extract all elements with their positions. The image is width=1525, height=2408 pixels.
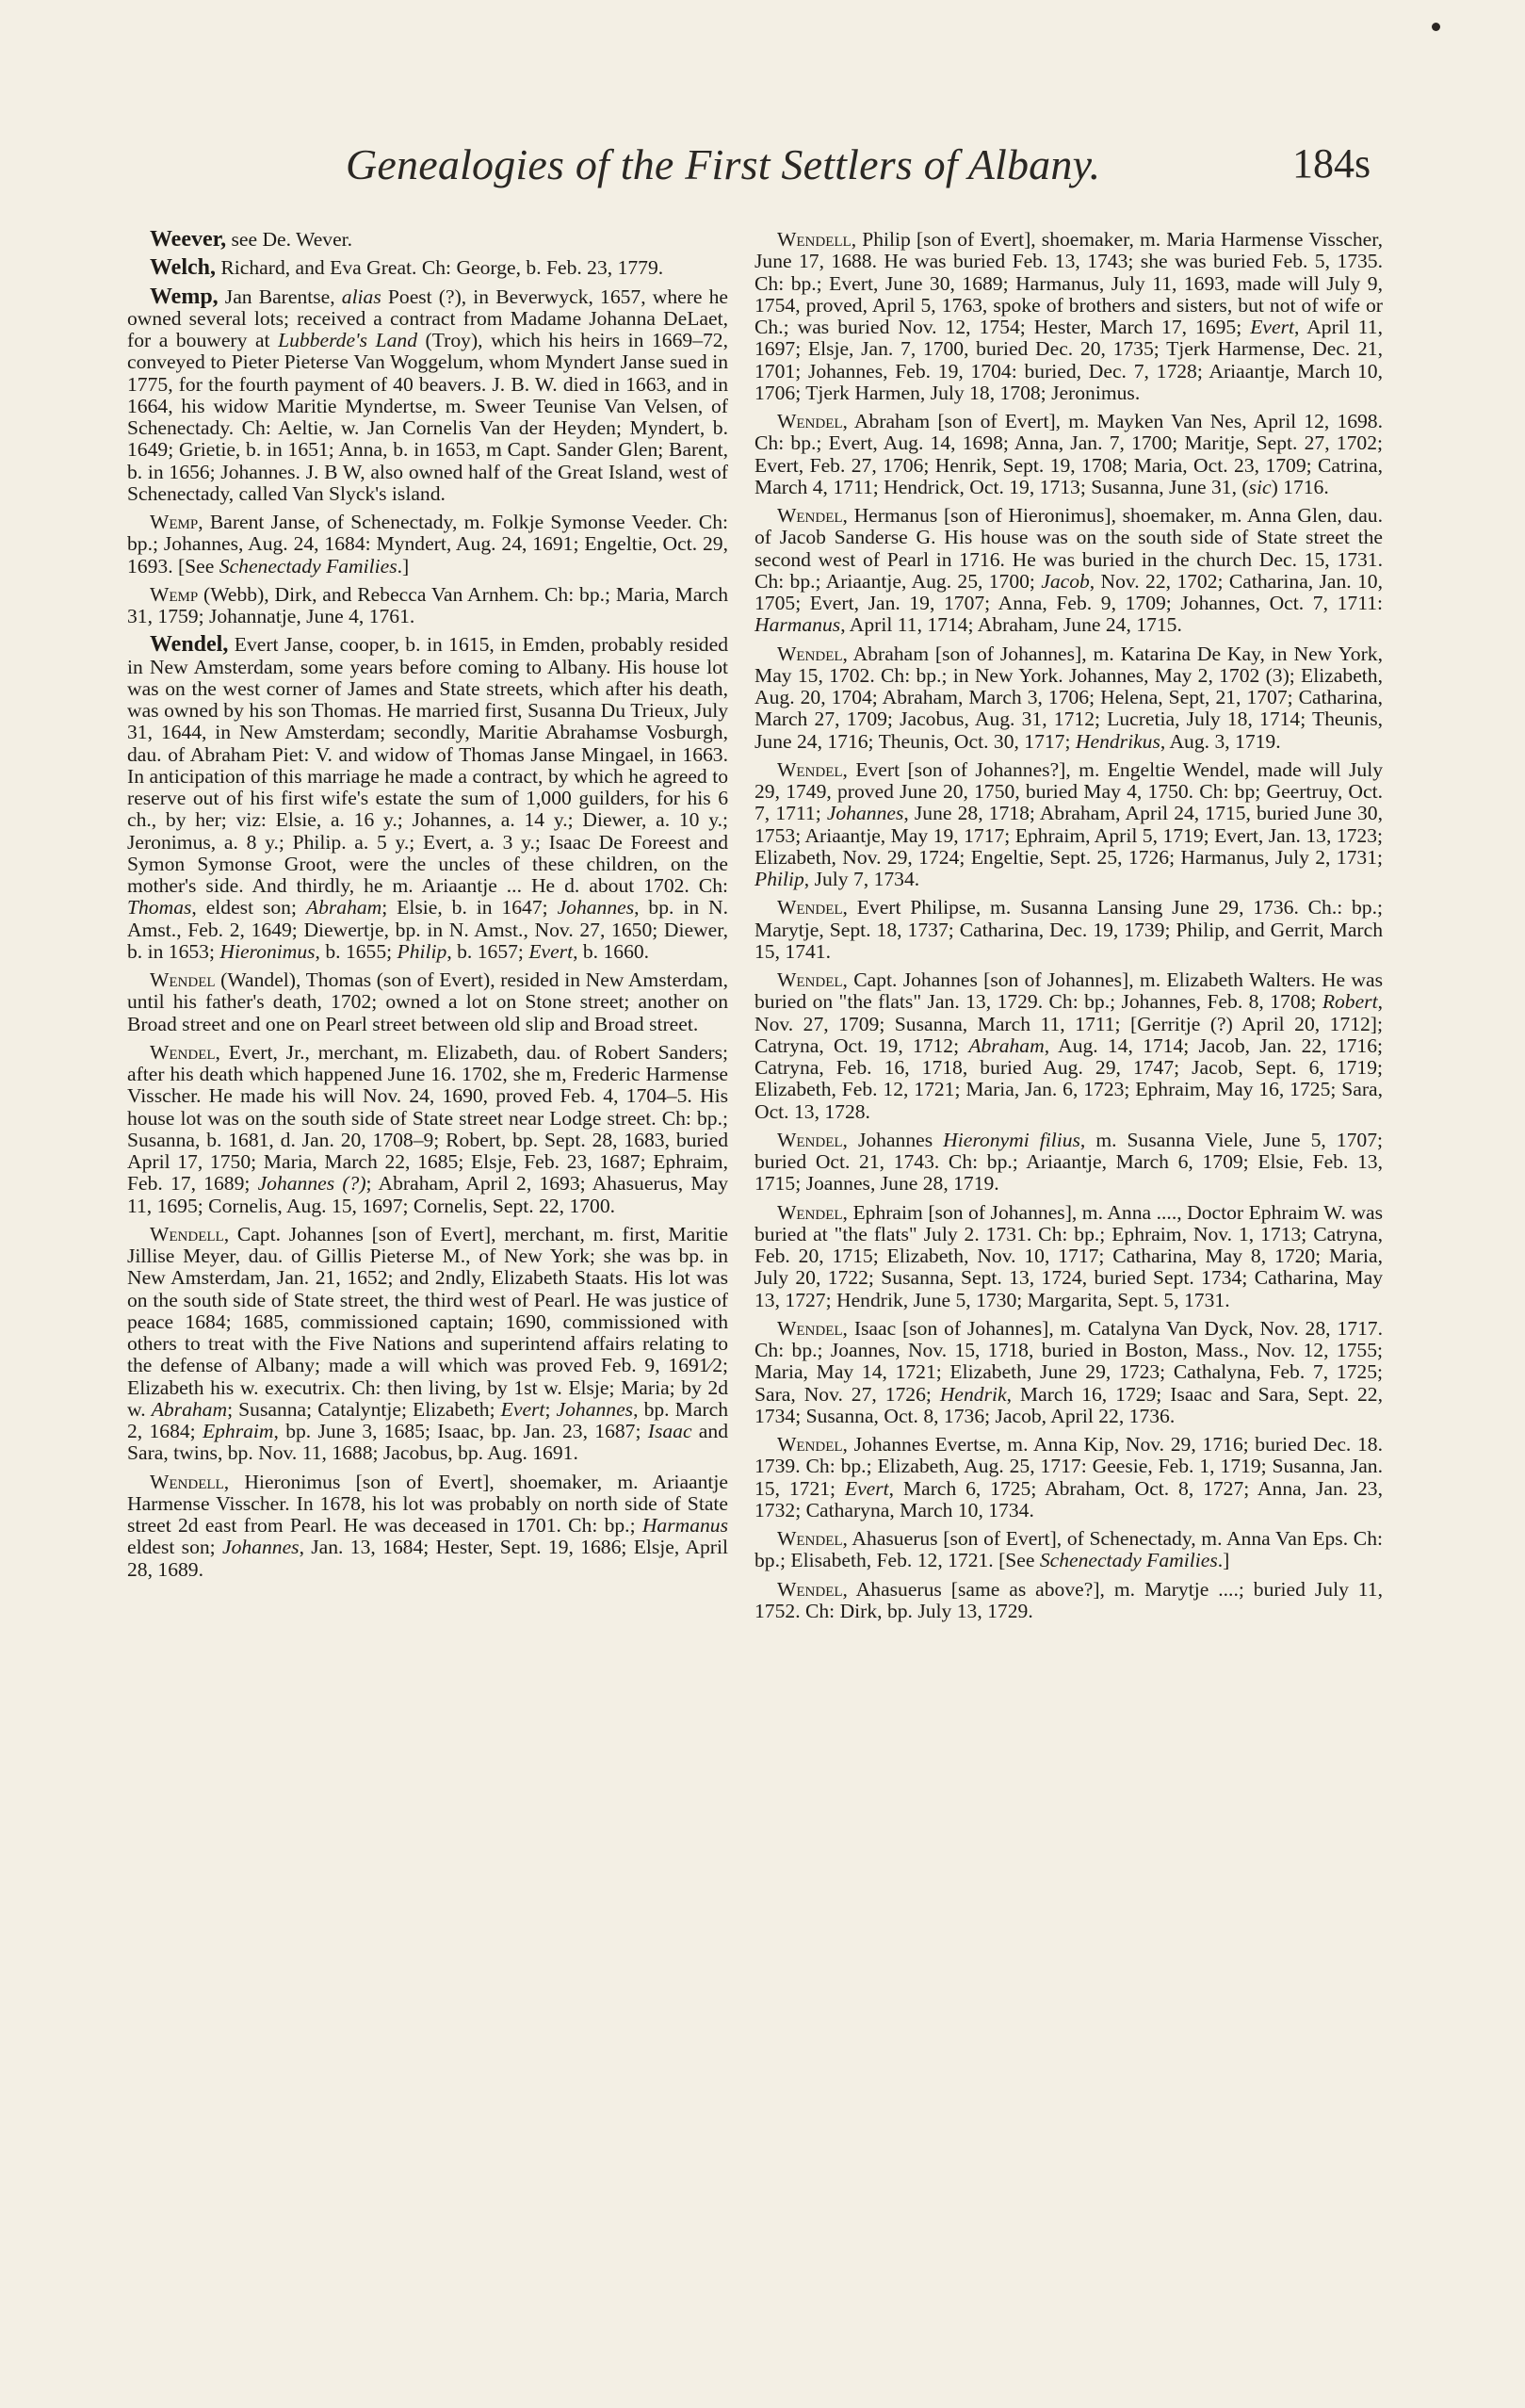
entry-text: Jan Barentse, alias Poest (?), in Beverwyck, 1657, where he owned several lots; received a contract from Madame Johanna DeLaet, for a bouwery at Lubberde's Land (Troy), which his heirs in 1669–72, conveyed to Pieter Pieterse Van Woggelum, whom Myndert Janse sued in 1775, for the fourth payment of 40 beavers. J. B. W. died in 1663, and in 1664, his widow Maritie Myndertse, m. Sweer Teunise Van Velsen, of Schenectady. Ch: Aeltie, w. Jan Cornelis Van der Heyden; Myndert, b. 1649; Grietie, b. in 1651; Anna, b. in 1653, m Capt. Sander Glen; Barent, b. in 1656; Johannes. J. B W, also owned half of the Great Island, west of Schenectady, called Van Slyck's island.	[127, 285, 728, 505]
genealogy-entry	[754, 1434, 1383, 1521]
genealogy-entry	[127, 257, 728, 279]
entry-text: Barent Janse, of Schenectady, m. Folkje Symonse Veeder. Ch: bp.; Johannes, Aug. 24, 1684: Myndert, Aug. 24, 1691; Engeltie, Oct. 29, 1693. [See Schenectady Families.]	[127, 511, 728, 578]
entry-text: Hermanus [son of Hieronimus], shoemaker, m. Anna Glen, dau. of Jacob Sanderse G. His house was on the south side of State street the second west of Pearl in 1716. He was buried in the church Dec. 15, 1731. Ch: bp.; Ariaantje, Aug. 25, 1700; Jacob, Nov. 22, 1702; Catharina, Jan. 10, 1705; Evert, Jan. 19, 1707; Anna, Feb. 9, 1709; Johannes, Oct. 7, 1711: Harmanus, April 11, 1714; Abraham, June 24, 1715.	[754, 504, 1383, 637]
entry-text: see De. Wever.	[226, 228, 353, 251]
entry-text: Evert Janse, cooper, b. in 1615, in Emden, probably resided in New Amsterdam, some years before coming to Albany. His house lot was on the west corner of James and State streets, which after his death, was owned by his son Thomas. He married first, Susanna Du Trieux, July 31, 1644, in New Amsterdam; secondly, Maritie Abrahamse Vosburgh, dau. of Abraham Piet: V. and widow of Thomas Janse Mingael, in 1663. In anticipation of this marriage he made a contract, by which he agreed to reserve out of his first wife's estate the sum of 1,000 guilders, for his 6 ch., by her; viz: Elsie, a. 16 y.; Johannes, a. 14 y.; Diewer, a. 10 y.; Jeronimus, a. 8 y.; Philip. a. 5 y.; Evert, a. 3 y.; Isaac De Foreest and Symon Symonse Groot, were the uncles of these children, on the mother's side. And thirdly, he m. Ariaantje ... He d. about 1702. Ch: Thomas, eldest son; Abraham; Elsie, b. in 1647; Johannes, bp. in N. Amst., Feb. 2, 1649; Diewertje, bp. in N. Amst., Nov. 27, 1650; Diewer, b. in 1653; Hieronimus, b. 1655; Philip, b. 1657; Evert, b. 1660.	[127, 633, 729, 963]
genealogy-entry	[754, 1130, 1383, 1196]
entry-surname: Wendel,	[777, 504, 848, 527]
page-number: 184s	[1292, 140, 1371, 187]
entry-text: Hieronimus [son of Evert], shoemaker, m. Ariaantje Harmense Visscher. In 1678, his lot was probably on north side of State street 2d east from Pearl. He was deceased in 1701. Ch: bp.; Harmanus eldest son; Johannes, Jan. 13, 1684; Hester, Sept. 19, 1686; Elsje, April 28, 1689.	[127, 1470, 728, 1581]
entry-text: Evert, Jr., merchant, m. Elizabeth, dau. of Robert Sanders; after his death which happened June 16. 1702, she m, Frederic Harmense Visscher. He made his will Nov. 24, 1690, proved Feb. 4, 1704–5. His house lot was on the south side of State street near Lodge street. Ch: bp.; Susanna, b. 1681, d. Jan. 20, 1708–9; Robert, bp. Sept. 28, 1683, buried April 17, 1750; Maria, March 22, 1685; Elsje, Feb. 23, 1687; Ephraim, Feb. 17, 1689; Johannes (?); Abraham, April 2, 1693; Ahasuerus, May 11, 1695; Cornelis, Aug. 15, 1697; Cornelis, Sept. 22, 1700.	[127, 1040, 728, 1217]
entry-surname: Wendel,	[777, 1316, 848, 1340]
entry-surname: Wendel,	[777, 642, 848, 665]
genealogy-entry	[127, 1224, 728, 1465]
entry-text: Evert [son of Johannes?], m. Engeltie Wendel, made will July 29, 1749, proved June 20, 1750, buried May 4, 1750. Ch: bp; Geertruy, Oct. 7, 1711; Johannes, June 28, 1718; Abraham, April 24, 1715, buried June 30, 1753; Ariaantje, May 19, 1717; Ephraim, April 5, 1719; Evert, Jan. 13, 1723; Elizabeth, Nov. 29, 1724; Engeltie, Sept. 25, 1726; Harmanus, July 2, 1731; Philip, July 7, 1734.	[754, 757, 1383, 890]
entry-surname: Wendel,	[777, 410, 848, 432]
genealogy-entry	[127, 634, 728, 963]
genealogy-entry	[754, 1318, 1383, 1427]
entry-surname: Wendel,	[777, 1527, 848, 1550]
entry-surname: Wendell,	[777, 228, 857, 251]
entry-surname: Welch,	[150, 255, 216, 281]
entry-text: Capt. Johannes [son of Johannes], m. Elizabeth Walters. He was buried on "the flats" Jan. 13, 1729. Ch: bp.; Johannes, Feb. 8, 1708; Robert, Nov. 27, 1709; Susanna, March 11, 1711; [Gerritje (?) April 20, 1712]; Catryna, Oct. 19, 1712; Abraham, Aug. 14, 1714; Jacob, Jan. 22, 1716; Catryna, Feb. 16, 1718, buried Aug. 29, 1747; Jacob, Sept. 6, 1719; Elizabeth, Feb. 12, 1721; Maria, Jan. 6, 1723; Ephraim, May 16, 1725; Sara, Oct. 13, 1728.	[754, 968, 1383, 1123]
genealogy-entry	[754, 505, 1383, 637]
entry-text: Johannes Evertse, m. Anna Kip, Nov. 29, 1716; buried Dec. 18. 1739. Ch: bp.; Elizabeth, Aug. 25, 1717: Geesie, Feb. 1, 1719; Susanna, Jan. 15, 1721; Evert, March 6, 1725; Abraham, Oct. 8, 1727; Anna, Jan. 23, 1732; Catharyna, March 10, 1734.	[754, 1433, 1383, 1521]
genealogy-entry	[127, 584, 728, 628]
entry-text: (Webb), Dirk, and Rebecca Van Arnhem. Ch: bp.; Maria, March 31, 1759; Johannatje, June 4, 1761.	[127, 582, 728, 627]
entry-text: Ahasuerus [son of Evert], of Schenectady, m. Anna Van Eps. Ch: bp.; Elisabeth, Feb. 12, 1721. [See Schenectady Families.]	[754, 1527, 1383, 1572]
entry-text: Abraham [son of Johannes], m. Katarina De Kay, in New York, May 15, 1702. Ch: bp.; in New York. Johannes, May 2, 1702 (3); Elizabeth, Aug. 20, 1704; Abraham, March 3, 1706; Helena, Sept, 21, 1707; Catharina, March 27, 1709; Jacobus, Aug. 31, 1712; Lucretia, July 18, 1714; Theunis, June 24, 1716; Theunis, Oct. 30, 1717; Hendrikus, Aug. 3, 1719.	[754, 642, 1383, 753]
genealogy-entry	[127, 1472, 728, 1581]
genealogy-entry	[127, 969, 728, 1035]
genealogy-entry	[754, 897, 1383, 963]
right-column	[754, 229, 1383, 1629]
genealogy-entry	[754, 1579, 1383, 1623]
entry-surname: Wendel,	[777, 1433, 848, 1456]
entry-text: Isaac [son of Johannes], m. Catalyna Van Dyck, Nov. 28, 1717. Ch: bp.; Joannes, Nov. 15, 1718, buried in Boston, Mass., Nov. 12, 1755; Maria, May 14, 1721; Elizabeth, June 29, 1723; Cathalyna, Feb. 7, 1725; Sara, Nov. 27, 1726; Hendrik, March 16, 1729; Isaac and Sara, Sept. 22, 1734; Susanna, Oct. 8, 1736; Jacob, April 22, 1736.	[754, 1316, 1383, 1427]
entry-text: Philip [son of Evert], shoemaker, m. Maria Harmense Visscher, June 17, 1688. He was buried Feb. 13, 1743; she was buried Feb. 5, 1735. Ch: bp.; Evert, June 30, 1689; Harmanus, July 11, 1693, made will July 9, 1754, proved, April 5, 1763, spoke of brothers and sisters, but not of wife or Ch.; was buried Nov. 12, 1754; Hester, March 17, 1695; Evert, April 11, 1697; Elsje, Jan. 7, 1700, buried Dec. 20, 1735; Tjerk Harmense, Dec. 21, 1701; Johannes, Feb. 19, 1704: buried, Dec. 7, 1728; Ariaantje, March 10, 1706; Tjerk Harmen, July 18, 1708; Jeronimus.	[754, 228, 1383, 404]
page-header	[122, 139, 1441, 205]
genealogy-entry	[127, 1042, 728, 1217]
entry-surname: Wendel,	[777, 896, 848, 919]
ink-dot	[1432, 23, 1440, 31]
entry-surname: Wendel,	[777, 757, 848, 781]
left-column	[127, 229, 728, 1587]
entry-text: Richard, and Eva Great. Ch: George, b. Feb. 23, 1779.	[216, 256, 664, 280]
entry-text: Ephraim [son of Johannes], m. Anna ...., Doctor Ephraim W. was buried at "the flats" July 2. 1731. Ch: bp.; Ephraim, Nov. 1, 1713; Catryna, Feb. 20, 1715; Elizabeth, Nov. 10, 1717; Catharina, May 8, 1720; Maria, July 20, 1722; Susanna, Sept. 13, 1724, buried Sept. 1734; Catharina, May 13, 1727; Hendrik, June 5, 1730; Margarita, Sept. 5, 1731.	[754, 1200, 1383, 1311]
entry-surname: Wemp,	[150, 511, 203, 533]
genealogy-entry	[754, 1202, 1383, 1311]
genealogy-entry	[754, 229, 1383, 404]
entry-surname: Wendel,	[777, 1128, 848, 1151]
entry-surname: Wendel,	[150, 1040, 220, 1064]
genealogy-entry	[127, 512, 728, 578]
entry-surname: Wendel	[150, 968, 216, 991]
genealogy-entry	[754, 969, 1383, 1123]
genealogy-entry	[754, 1528, 1383, 1572]
genealogy-entry	[127, 286, 728, 506]
genealogy-entry	[754, 411, 1383, 498]
genealogy-entry	[754, 759, 1383, 891]
entry-surname: Wemp	[150, 582, 199, 606]
entry-text: (Wandel), Thomas (son of Evert), resided in New Amsterdam, until his father's death, 1702; owned a lot on Stone street; another on Broad street and one on Pearl street between old slip and Broad street.	[127, 968, 728, 1035]
entry-text: Evert Philipse, m. Susanna Lansing June 29, 1736. Ch.: bp.; Marytje, Sept. 18, 1737; Catharina, Dec. 19, 1739; Philip, and Gerrit, March 15, 1741.	[754, 896, 1383, 963]
entry-text: Abraham [son of Evert], m. Mayken Van Nes, April 12, 1698. Ch: bp.; Evert, Aug. 14, 1698; Anna, Jan. 7, 1700; Maritje, Sept. 27, 1702; Evert, Feb. 27, 1706; Henrik, Sept. 19, 1708; Maria, Oct. 23, 1709; Catrina, March 4, 1711; Hendrick, Oct. 19, 1713; Susanna, June 31, (sic) 1716.	[754, 410, 1383, 498]
entry-surname: Wemp,	[150, 284, 219, 309]
entry-surname: Wendell,	[150, 1470, 230, 1493]
entry-surname: Wendell,	[150, 1222, 230, 1245]
genealogy-entry	[754, 643, 1383, 753]
entry-text: Johannes Hieronymi filius, m. Susanna Viele, June 5, 1707; buried Oct. 21, 1743. Ch: bp.; Ariaantje, March 6, 1709; Elsie, Feb. 13, 1715; Joannes, June 28, 1719.	[754, 1128, 1383, 1196]
entry-text: Ahasuerus [same as above?], m. Marytje ....; buried July 11, 1752. Ch: Dirk, bp. July 13, 1729.	[754, 1577, 1383, 1622]
entry-surname: Wendel,	[777, 1200, 848, 1224]
running-title: Genealogies of the First Settlers of Albany.	[346, 140, 1101, 188]
entry-surname: Wendel,	[777, 968, 848, 991]
genealogy-entry	[127, 229, 728, 251]
entry-surname: Weever,	[150, 227, 227, 252]
entry-surname: Wendel,	[150, 632, 229, 658]
entry-text: Capt. Johannes [son of Evert], merchant, m. first, Maritie Jillise Meyer, dau. of Gillis Pieterse M., of New York; she was bp. in New Amsterdam, Jan. 21, 1652; and 2ndly, Elizabeth Staats. His lot was on the south side of State street, the third west of Pearl. He was justice of peace 1684; 1685, commissioned captain; 1690, commissioned with others to treat with the Five Nations and superintend affairs relating to the defense of Albany; made a will which was proved Feb. 9, 1691⁄2; Elizabeth his w. executrix. Ch: then living, by 1st w. Elsje; Maria; by 2d w. Abraham; Susanna; Catalyntje; Elizabeth; Evert; Johannes, bp. March 2, 1684; Ephraim, bp. June 3, 1685; Isaac, bp. Jan. 23, 1687; Isaac and Sara, twins, bp. Nov. 11, 1688; Jacobus, bp. Aug. 1691.	[127, 1222, 729, 1465]
entry-surname: Wendel,	[777, 1577, 848, 1601]
